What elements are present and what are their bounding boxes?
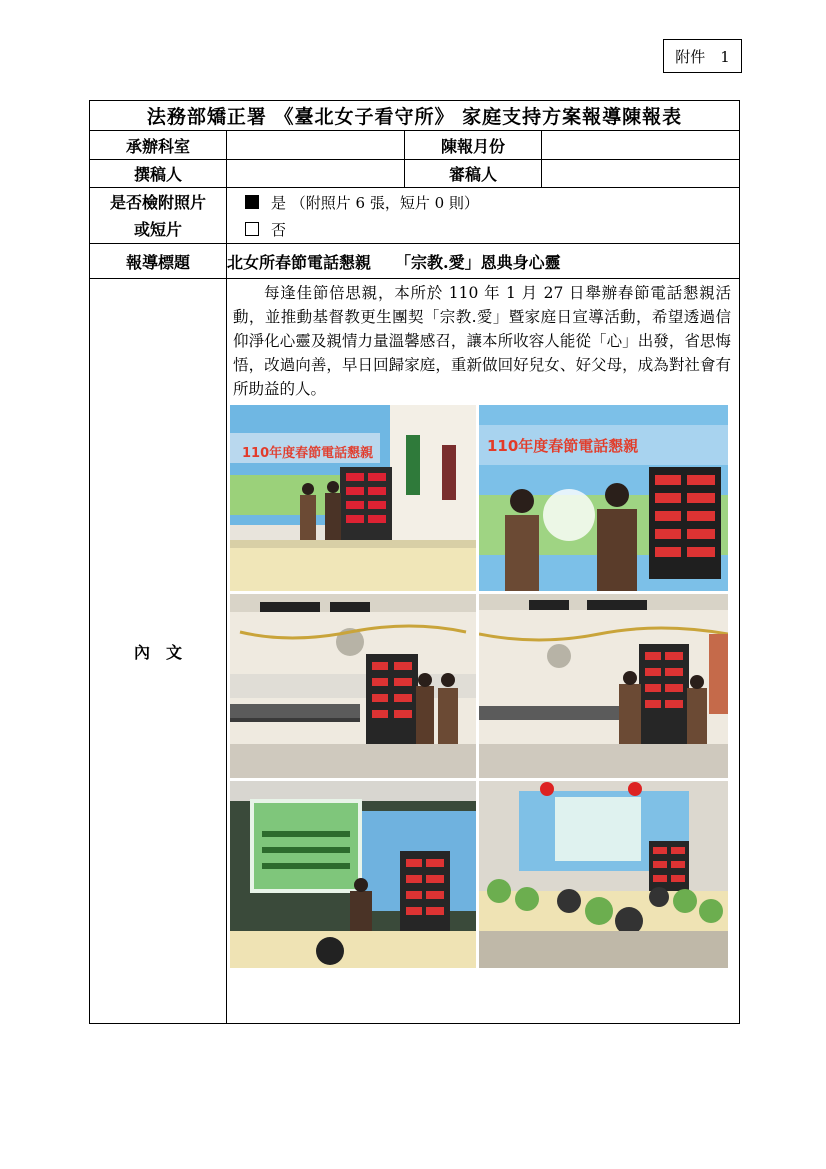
photo-no-option [227,216,739,243]
photo-yes-option [227,189,739,216]
photo-2-banner: 110年度春節電話懇親 [487,437,639,455]
content-label: 內 文 [90,279,227,1024]
photo-1-banner: 110年度春節電話懇親 [242,446,374,461]
content-cell [227,279,740,1024]
dept-value [227,131,405,160]
month-value [542,131,740,160]
photo-question-label: 是否檢附照片或短片 [90,188,227,244]
report-form [89,100,740,1024]
reviewer-label: 審稿人 [405,160,542,188]
photo-4 [479,594,728,778]
headline-value: 北女所春節電話懇親 「宗教.愛」恩典身心靈 [227,244,740,279]
photo-no-text: 否 [271,220,287,239]
report-title: 法務部矯正署 《臺北女子看守所》 家庭支持方案報導陳報表 [90,101,740,131]
writer-label: 撰稿人 [90,160,227,188]
photo-6 [479,781,728,968]
reviewer-value [542,160,740,188]
photo-2 [479,405,728,591]
month-label: 陳報月份 [405,131,542,160]
attachment-label: 附件 1 [663,39,742,73]
content-text: 每逢佳節倍思親，本所於 110 年 1 月 27 日舉辦春節電話懇親活動，並推動基督教更生團契「宗教.愛」暨家庭日宣導活動，希望透過信仰淨化心靈及親情力量溫馨感召，讓本所收容人能從「心」出發，省思悔悟，改過向善，早日回歸家庭，重新做回好兒女、好父母，成為對社會有所助益的人。 [233,284,732,398]
photo-yes-text: 是 （附照片 6 張，短片 0 則） [271,193,479,212]
photo-3 [230,594,476,778]
dept-label: 承辦科室 [90,131,227,160]
photo-1 [230,405,476,591]
checked-box-icon [245,195,259,209]
photo-options [227,188,740,244]
headline-label: 報導標題 [90,244,227,279]
writer-value [227,160,405,188]
photo-grid [230,405,739,973]
photo-5 [230,781,476,968]
unchecked-box-icon [245,222,259,236]
